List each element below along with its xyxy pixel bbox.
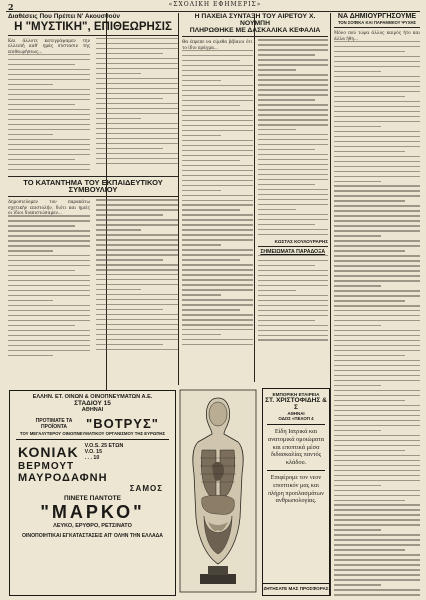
ad-wine-product3: ΣΑΜΟΣ [129,484,163,493]
ad-wine-drink: ΠΙΝΕΤΕ ΠΑΝΤΟΤΕ [64,495,121,502]
anatomical-model-illustration [178,388,258,594]
ad-wine-marko-sub: ΛΕΥΚΟ, ΕΡΥΘΡΟ, ΡΕΤΣΙΝΑΤΟ [53,523,132,529]
headline-mystiki: Η "ΜΥΣΤΙΚΗ", ΕΠΙΘΕΩΡΗΣΙΣ [14,21,172,33]
column-left [8,13,178,388]
ad-christo-body2: Επιφέρομε τον νεον εποπτικόν μας και πλήρη προπλασμάτων ανθρωπολογίας. [267,473,325,505]
byline: ΚΩΣΤΑΣ ΚΟΥΛΟΥΡΑΡΗΣ [274,238,328,244]
ad-wine-org: ΤΟΥ ΜΕΓΑΛΥΤΕΡΟΥ ΟΙΝΟΠΝΕΥΜΑΤΙΚΟΥ ΟΡΓΑΝΙΣΜΟΥ ΤΗΣ ΕΥΡΩΠΗΣ [19,431,166,436]
ad-christo-address: ΟΔΟΣ «ΠΕΛΟΠ 4 [278,416,314,421]
subheadline-noumpi: ΠΛΗΡΩΘΗΚΕ ΜΕ ΔΑΣΚΑΛΙΚΑ ΚΕΦΑΛΙΑ [189,27,321,35]
page-number: 2 [8,2,14,12]
ad-wine-konyak-detail: V.O.S. 25 ΕΤΩΝ V.O. 15 . . . 10 [84,443,124,461]
masthead: «ΣΧΟΛΙΚΗ ΕΦΗΜΕΡΙΣ» [168,1,262,8]
headline-dimiourgisoume: ΝΑ ΔΗΜΙΟΥΡΓΗΣΟΥΜΕ [337,13,417,20]
ad-wine-brand: "ΒΟΤΡΥΣ" [86,416,159,431]
headline-noumpi: Η ΠΑΧΕΙΑ ΣΥΝΤΑΞΗ ΤΟΥ ΑΙΡΕΤΟΥ Χ. ΝΟΥΜΠΗ [194,13,316,28]
ad-wine-product1: ΒΕΡΜΟΥΤ [18,461,75,472]
ad-wine-city: ΑΘΗΝΑΙ [81,407,104,413]
column-divider [178,13,179,385]
ad-wine-company: ΕΛΛΗΝ. ΕΤ. ΟΙΝΩΝ & ΟΙΝΟΠΝΕΥΜΑΤΩΝ Α.Ε. [32,394,153,400]
ad-wine [9,390,176,596]
article-text-d [96,199,178,359]
top-rule [6,11,420,12]
ad-wine-marko: "ΜΑΡΚΟ" [40,502,145,522]
ad-christofidis [262,388,330,596]
article-text-g: Μόνο πού τώρα άλλος καιρός ήτο και άλλα ήθη... [334,30,420,597]
ad-christo-name: ΣΤ. ΧΡΙΣΤΟΦΙΔΗΣ & Σ [265,397,327,411]
ad-wine-konyak: ΚΟΝΙΑΚ [18,444,79,460]
column-divider [330,13,331,596]
article-text-e: Θα έπρεπε να είμεθα βέβαιοι ότι το ίδιο πράγμα... [182,39,253,349]
ad-wine-tagline: ΠΡΟΤΙΜΑΤΕ ΤΑ ΠΡΟΪΟΝΤΑ [35,417,73,430]
ad-wine-product2: ΜΑΥΡΟΔΑΦΝΗ [18,472,108,484]
ad-christo-body1: Είδη Ιατρικά και ανατομικά ομοιώματα και εποπτικά μέσα διδασκαλίας παντός κλάδου. [267,428,325,467]
section-paradoxa: ΣΗΜΕΙΩΜΑΤΑ ΠΑΡΑΔΟΞΑ [260,248,326,255]
article-text-c: Δημοσιεύομεν τον παρακάτω σχετικήν επιστολήν, διότι και ημείς οι ίδιοι διαπιστώσαμεν... [8,199,90,359]
ad-wine-footer: ΟΙΝΟΠΟΙΗΤΙΚΑΙ ΕΓΚΑΤΑΣΤΑΣΕΙΣ ΑΠ' ΟΛΗΝ ΤΗΝ ΕΛΛΑΔΑ [22,533,163,539]
article-text-b [96,38,178,174]
ad-christo-city: ΑΘΗΝΑΙ [287,411,305,416]
column-center [182,13,328,385]
column-right [334,13,420,597]
article-text-f [258,39,329,349]
ad-wine-address: ΣΤΑΔΙΟΥ 15 [74,400,111,407]
kicker: Διαθέσεις Που Πρέπει Ν' Ακουσθούν [8,13,121,20]
headline-symvoulio: ΤΟ ΚΑΤΑΝΤΗΜΑ ΤΟΥ ΕΚΠΑΙΔΕΥΤΙΚΟΥ ΣΥΜΒΟΥΛΙΟΥ [23,177,163,195]
ad-christo-top: ΕΜΠΟΡΙΚΗ ΕΤΑΙΡΕΙΑ [272,392,320,397]
article-text: Και άλλοτε κατεγράψαμεν την ελλειπή καθ' ημάς σύστασιν της επιθεωρήσεως... [8,38,90,174]
subheadline-dimiourgisoume: ΤΟΝ ΣΟΦΙΚΑ ΚΑΙ ΠΑΡΑΜΙΘΙΟΥ ΨΥΧΗΣ [337,20,417,26]
ad-christo-footer: ΖΗΤΗΣΑΤΕ ΜΑΣ ΠΡΟΣΦΟΡΑΣ [263,583,329,591]
